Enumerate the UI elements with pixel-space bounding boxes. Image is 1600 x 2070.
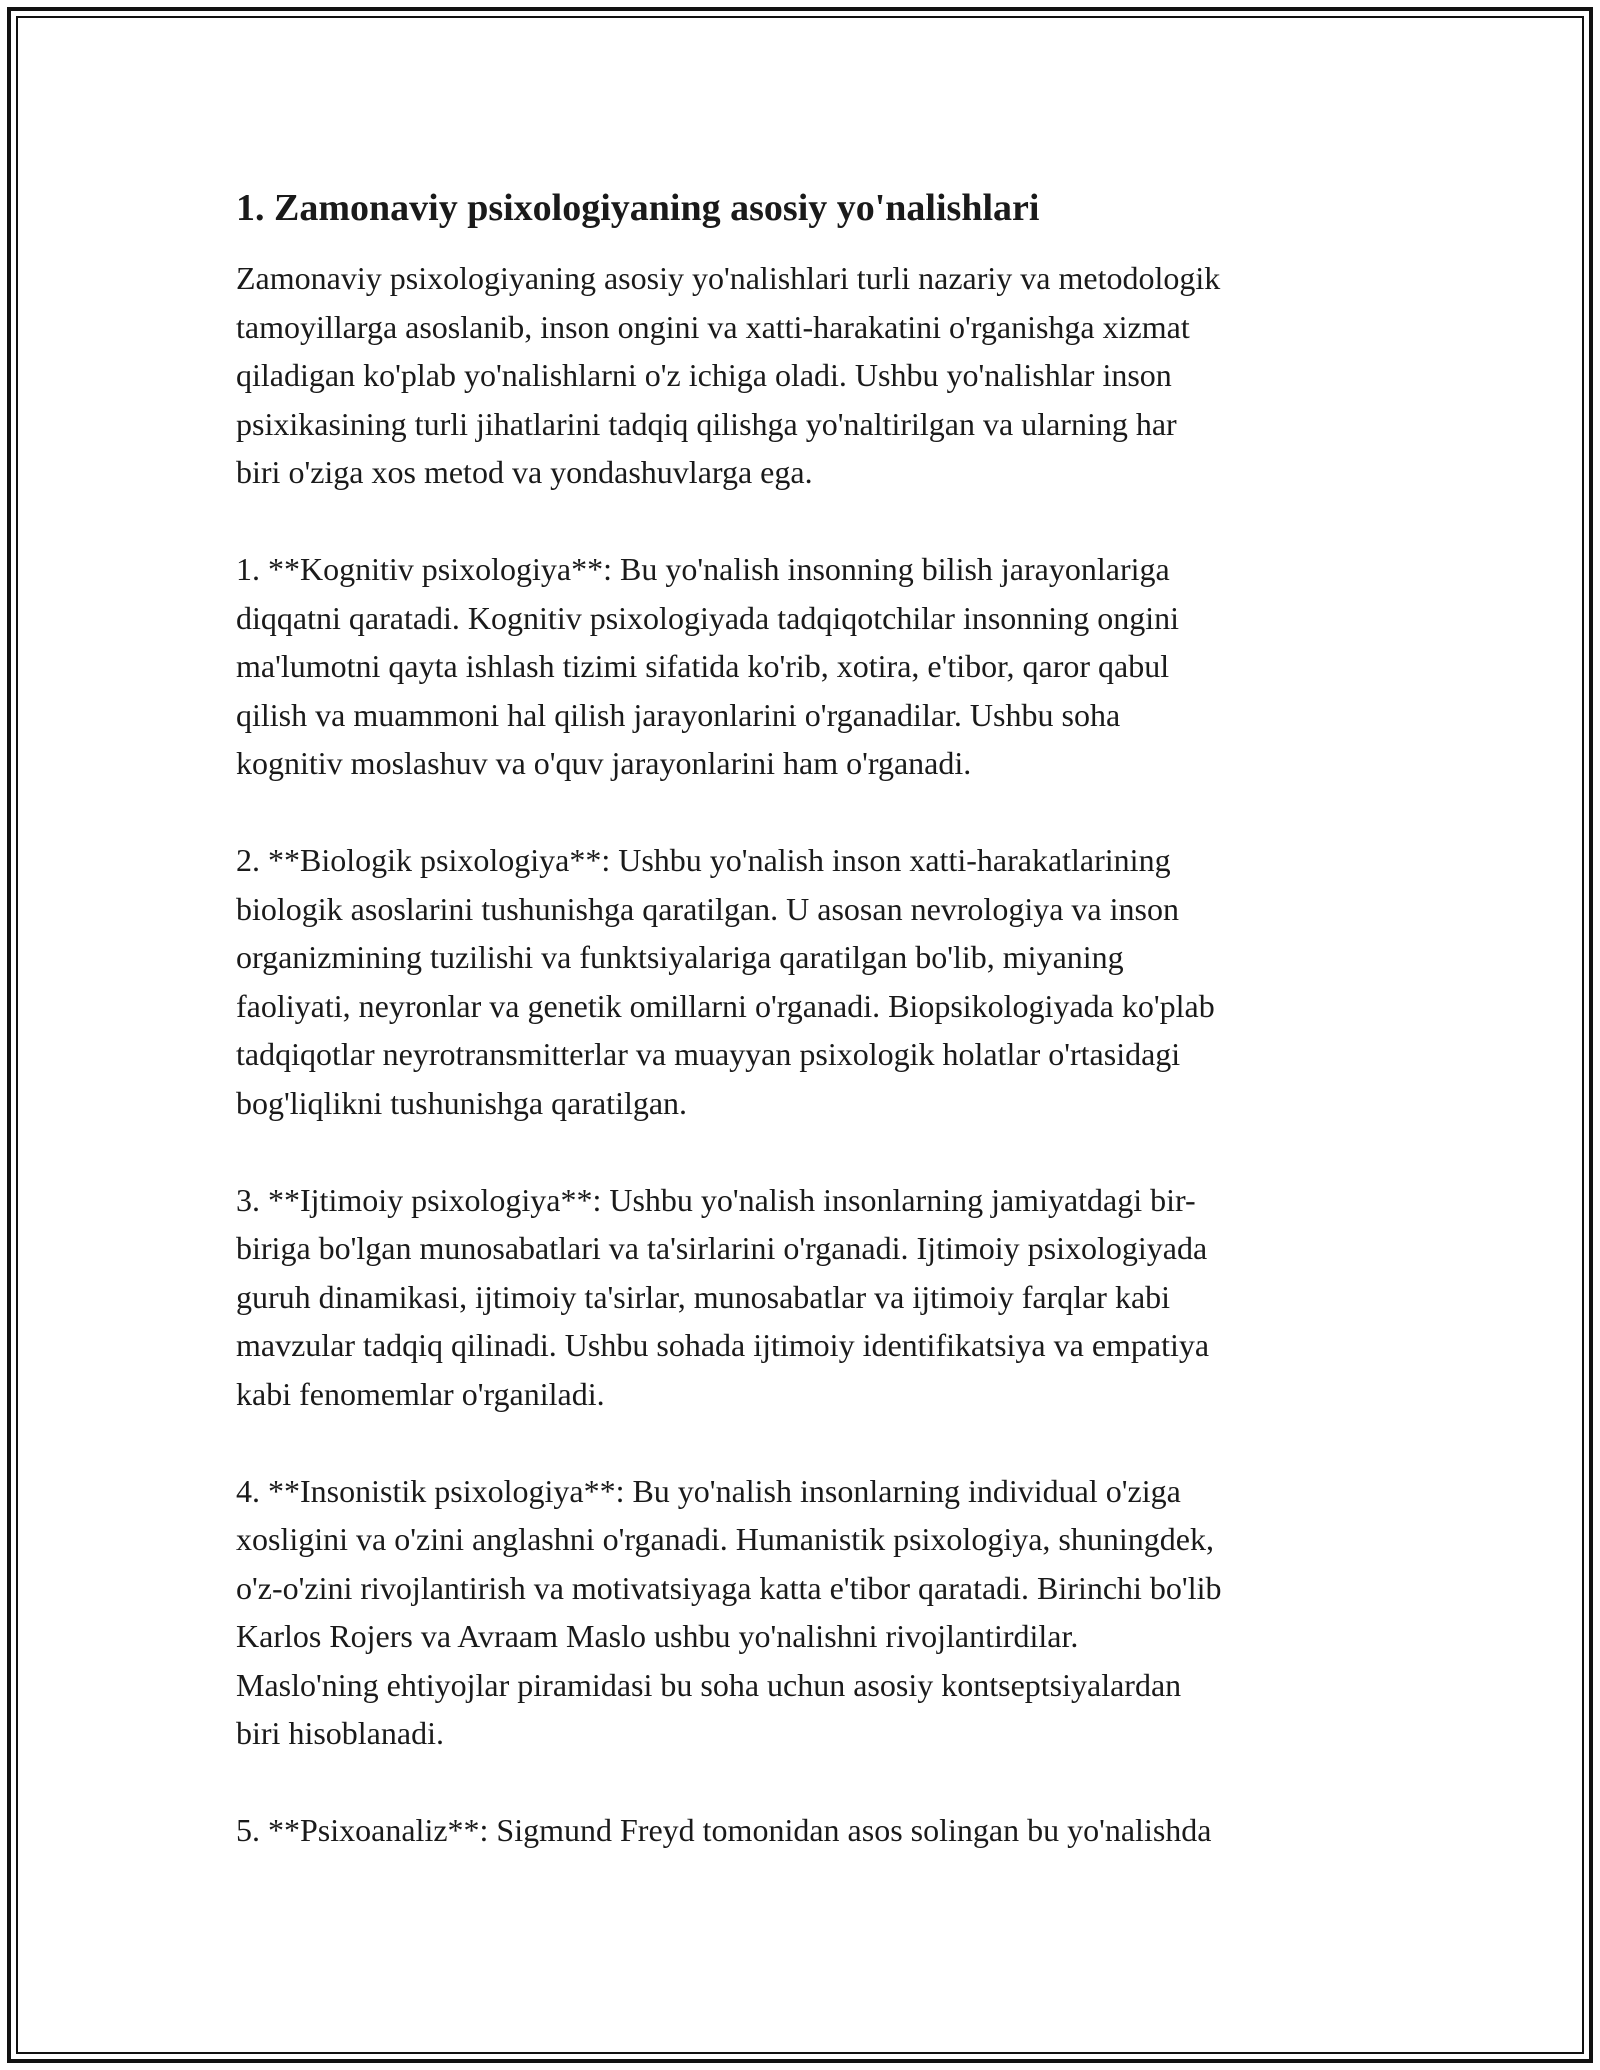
intro-paragraph bbox=[236, 254, 1376, 497]
document-page bbox=[236, 184, 1376, 1903]
text-line: 3. **Ijtimoiy psixologiya**: Ushbu yo'nalish insonlarning jamiyatdagi bir- bbox=[236, 1181, 1196, 1218]
text-line: Karlos Rojers va Avraam Maslo ushbu yo'nalishni rivojlantirdilar. bbox=[236, 1618, 1079, 1654]
text-line: tadqiqotlar neyrotransmitterlar va muayyan psixologik holatlar o'rtasidagi bbox=[236, 1036, 1181, 1072]
text-line: ma'lumotni qayta ishlash tizimi sifatida ko'rib, xotira, e'tibor, qaror qabul bbox=[236, 648, 1170, 684]
text-line: psixikasining turli jihatlarini tadqiq qilishga yo'naltirilgan va ularning har bbox=[236, 405, 1177, 442]
text-line: guruh dinamikasi, ijtimoiy ta'sirlar, munosabatlar va ijtimoiy farqlar kabi bbox=[236, 1278, 1171, 1315]
text-line: 1. **Kognitiv psixologiya**: Bu yo'nalish insonning bilish jarayonlariga bbox=[236, 551, 1170, 587]
text-line: diqqatni qaratadi. Kognitiv psixologiyada tadqiqotchilar insonning ongini bbox=[236, 599, 1179, 636]
humanistic-psychology-paragraph bbox=[236, 1467, 1376, 1758]
text-line: organizmining tuzilishi va funktsiyalariga qaratilgan bo'lib, miyaning bbox=[236, 939, 1124, 975]
text-line: kognitiv moslashuv va o'quv jarayonlarini ham o'rganadi. bbox=[236, 745, 972, 781]
text-line: bog'liqlikni tushunishga qaratilgan. bbox=[236, 1084, 688, 1121]
text-line: kabi fenomemlar o'rganiladi. bbox=[236, 1375, 605, 1412]
social-psychology-paragraph bbox=[236, 1176, 1376, 1419]
text-line: 4. **Insonistik psixologiya**: Bu yo'nalish insonlarning individual o'ziga bbox=[236, 1472, 1181, 1509]
text-line: Zamonaviy psixologiyaning asosiy yo'nalishlari turli nazariy va metodologik bbox=[236, 260, 1221, 296]
biological-psychology-paragraph bbox=[236, 836, 1376, 1127]
text-line: tamoyillarga asoslanib, inson ongini va xatti-harakatini o'rganishga xizmat bbox=[236, 308, 1190, 345]
text-line: qiladigan ko'plab yo'nalishlarni o'z ichiga oladi. Ushbu yo'nalishlar inson bbox=[236, 357, 1172, 393]
text-line: xosligini va o'zini anglashni o'rganadi. Humanistik psixologiya, shuningdek, bbox=[236, 1521, 1214, 1557]
text-line: biologik asoslarini tushunishga qaratilgan. U asosan nevrologiya va inson bbox=[236, 890, 1179, 927]
text-line: biri hisoblanadi. bbox=[236, 1715, 444, 1751]
text-line: biriga bo'lgan munosabatlari va ta'sirlarini o'rganadi. Ijtimoiy psixologiyada bbox=[236, 1230, 1208, 1266]
text-line: 2. **Biologik psixologiya**: Ushbu yo'nalish inson xatti-harakatlarining bbox=[236, 842, 1171, 878]
psychoanalysis-paragraph bbox=[236, 1806, 1376, 1855]
cognitive-psychology-paragraph bbox=[236, 545, 1376, 788]
text-line: o'z-o'zini rivojlantirish va motivatsiyaga katta e'tibor qaratadi. Birinchi bo'lib bbox=[236, 1569, 1222, 1606]
text-line: mavzular tadqiq qilinadi. Ushbu sohada ijtimoiy identifikatsiya va empatiya bbox=[236, 1327, 1210, 1363]
section-heading: 1. Zamonaviy psixologiyaning asosiy yo'nalishlari bbox=[236, 187, 1040, 229]
text-line: faoliyati, neyronlar va genetik omillarni o'rganadi. Biopsikologiyada ko'plab bbox=[236, 987, 1215, 1024]
text-line: Maslo'ning ehtiyojlar piramidasi bu soha uchun asosiy kontseptsiyalardan bbox=[236, 1666, 1182, 1703]
text-line: 5. **Psixoanaliz**: Sigmund Freyd tomonidan asos solingan bu yo'nalishda bbox=[236, 1812, 1212, 1848]
text-line: biri o'ziga xos metod va yondashuvlarga ega. bbox=[236, 454, 813, 490]
text-line: qilish va muammoni hal qilish jarayonlarini o'rganadilar. Ushbu soha bbox=[236, 696, 1121, 733]
